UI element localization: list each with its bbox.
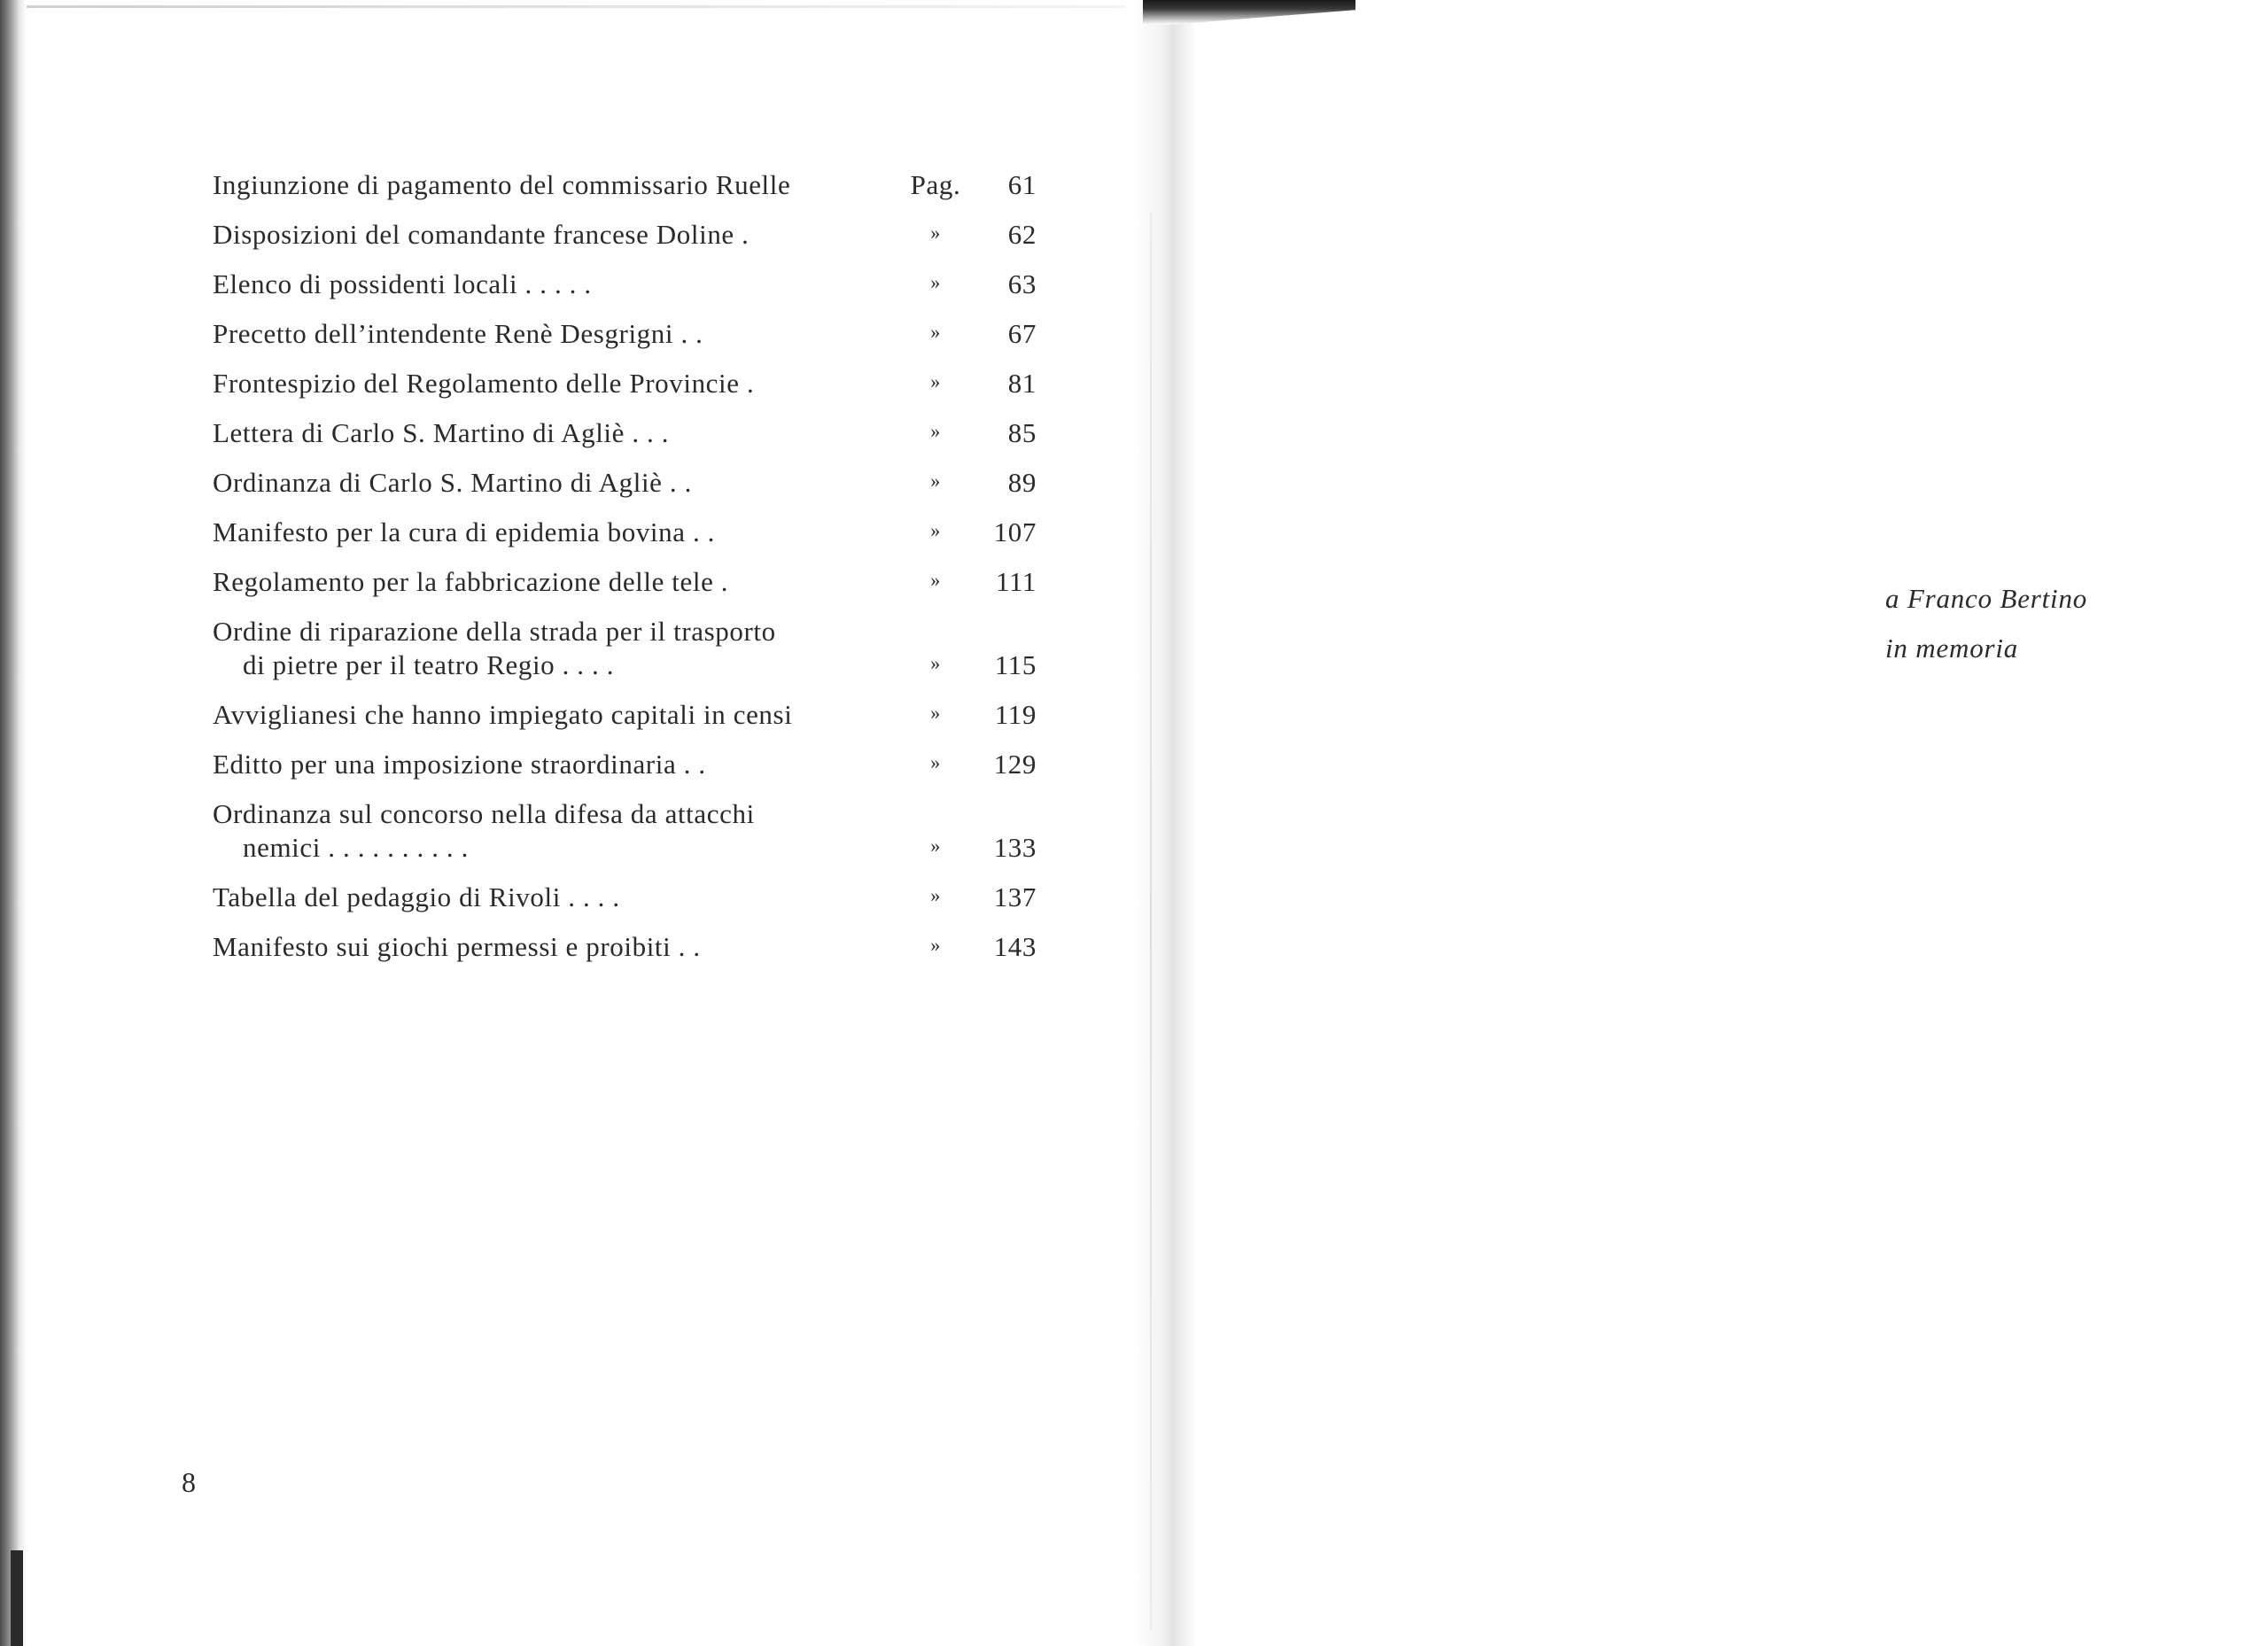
toc-entry bbox=[213, 168, 1037, 202]
toc-entry-page: 143 bbox=[993, 931, 1037, 962]
toc-entry-page: 133 bbox=[993, 832, 1037, 863]
toc-entry bbox=[213, 930, 1037, 964]
ditto-mark: » bbox=[930, 321, 941, 343]
toc-entry bbox=[213, 881, 1037, 914]
toc-entry-page: 85 bbox=[1007, 417, 1037, 448]
toc-entry bbox=[213, 317, 1037, 351]
toc-entry bbox=[213, 466, 1037, 500]
toc-entry bbox=[213, 367, 1037, 400]
toc-entry-page: 67 bbox=[1007, 318, 1037, 349]
toc-entry-page: 63 bbox=[1007, 268, 1037, 299]
toc-entry-title: Precetto dell’intendente Renè Desgrigni . . bbox=[213, 318, 703, 349]
toc-entry-title: Disposizioni del comandante francese Doline . bbox=[213, 219, 750, 250]
toc-entry-page: 81 bbox=[1007, 368, 1037, 399]
toc-entry-title: Lettera di Carlo S. Martino di Agliè . . . bbox=[213, 417, 670, 448]
toc-entry-title: Frontespizio del Regolamento delle Provincie . bbox=[213, 368, 755, 399]
ditto-mark: » bbox=[930, 221, 941, 244]
dedication-line-2: in memoria bbox=[1885, 633, 2019, 664]
toc-entry-title: Editto per una imposizione straordinaria . . bbox=[213, 749, 706, 780]
toc-entry-title-continued: nemici . . . . . . . . . . bbox=[243, 832, 469, 863]
ditto-mark: » bbox=[930, 420, 941, 442]
table-of-contents bbox=[213, 168, 1037, 980]
toc-entry-title: Manifesto sui giochi permessi e proibiti . . bbox=[213, 931, 701, 962]
gutter-top-shadow bbox=[1143, 0, 1355, 25]
toc-entry-page: 137 bbox=[993, 881, 1037, 912]
toc-entry-page: 61 bbox=[1007, 169, 1037, 200]
toc-entry bbox=[213, 565, 1037, 599]
page-label: Pag. bbox=[910, 169, 961, 200]
toc-entry-title: Ordine di riparazione della strada per il trasporto bbox=[213, 616, 776, 647]
ditto-mark: » bbox=[930, 370, 941, 392]
ditto-mark: » bbox=[930, 751, 941, 773]
ditto-mark: » bbox=[930, 569, 941, 591]
scan-left-edge bbox=[0, 0, 27, 1646]
toc-entry-title: Manifesto per la cura di epidemia bovina . . bbox=[213, 516, 715, 547]
dedication-line-1: a Franco Bertino bbox=[1885, 583, 2088, 614]
ditto-mark: » bbox=[930, 934, 941, 956]
toc-entry-page: 111 bbox=[996, 566, 1037, 597]
dedication bbox=[1885, 574, 2087, 673]
toc-entry-title: Ordinanza sul concorso nella difesa da attacchi bbox=[213, 798, 755, 829]
toc-entry bbox=[213, 268, 1037, 301]
scan-top-edge bbox=[27, 5, 1125, 8]
toc-entry bbox=[213, 516, 1037, 549]
toc-entry-page: 115 bbox=[994, 649, 1037, 680]
ditto-mark: » bbox=[930, 470, 941, 492]
toc-entry bbox=[213, 615, 1037, 682]
toc-entry bbox=[213, 698, 1037, 732]
toc-entry bbox=[213, 748, 1037, 781]
ditto-mark: » bbox=[930, 835, 941, 857]
toc-entry-title: Ordinanza di Carlo S. Martino di Agliè . . bbox=[213, 467, 692, 498]
toc-entry-page: 89 bbox=[1007, 467, 1037, 498]
ditto-mark: » bbox=[930, 702, 941, 724]
ditto-mark: » bbox=[930, 271, 941, 293]
toc-entry-title: Regolamento per la fabbricazione delle tele . bbox=[213, 566, 729, 597]
right-page-edge bbox=[1150, 213, 1152, 1630]
toc-entry-page: 62 bbox=[1007, 219, 1037, 250]
toc-entry-page: 119 bbox=[994, 699, 1037, 730]
book-gutter bbox=[1136, 0, 1198, 1646]
toc-entry-title: Elenco di possidenti locali . . . . . bbox=[213, 268, 592, 299]
toc-entry bbox=[213, 416, 1037, 450]
toc-entry bbox=[213, 218, 1037, 252]
toc-entry-title: Avviglianesi che hanno impiegato capitali in censi bbox=[213, 699, 793, 730]
toc-entry-title: Ingiunzione di pagamento del commissario Ruelle bbox=[213, 169, 791, 200]
scan-left-edge-mark bbox=[11, 1550, 23, 1646]
page-number: 8 bbox=[182, 1466, 196, 1498]
ditto-mark: » bbox=[930, 884, 941, 906]
toc-entry-title: Tabella del pedaggio di Rivoli . . . . bbox=[213, 881, 620, 912]
toc-entry-page: 129 bbox=[993, 749, 1037, 780]
toc-entry-title-continued: di pietre per il teatro Regio . . . . bbox=[243, 649, 615, 680]
ditto-mark: » bbox=[930, 519, 941, 541]
toc-entry bbox=[213, 797, 1037, 865]
toc-entry-page: 107 bbox=[993, 516, 1037, 547]
ditto-mark: » bbox=[930, 652, 941, 674]
